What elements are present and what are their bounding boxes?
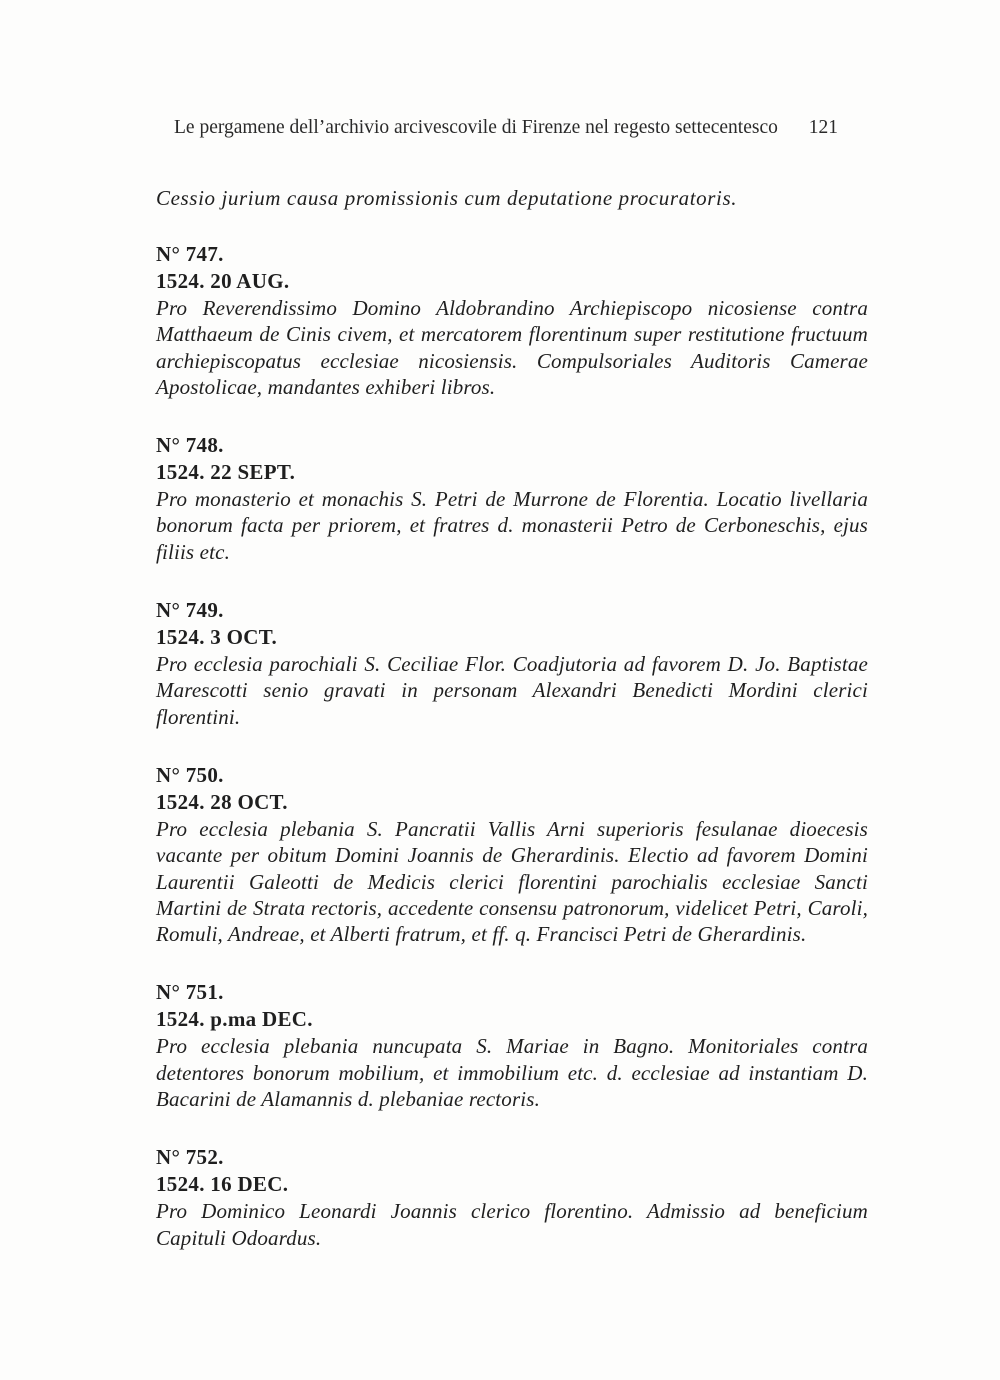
entry-date: 1524. 3 OCT. [156,625,278,650]
entry-text: Pro ecclesia parochiali S. Ceciliae Flor. Coadjutoria ad favorem D. Jo. Baptistae Marescotti senio gravati in personam Alexandri Benedicti Mordini clerici florentini. [156,652,868,729]
page-number: 121 [808,117,838,138]
register-entry [156,979,868,1112]
entry-number: N° 751. [156,980,224,1005]
entry-text: Pro Reverendissimo Domino Aldobrandino Archiepiscopo nicosiense contra Matthaeum de Cinis civem, et mercatorem florentinum super restitutione fructuum archiepiscopatus ecclesiae nicosiensis. Compulsoriales Auditoris Camerae Apostolicae, mandantes exhiberi libros. [156,296,868,399]
entry-number: N° 749. [156,598,224,623]
register-entry [156,1144,868,1251]
entry-number: N° 752. [156,1145,224,1170]
entry-date: 1524. p.ma DEC. [156,1007,313,1032]
entry-date: 1524. 20 AUG. [156,269,290,293]
register-entry [156,241,868,400]
entry-number: N° 747. [156,242,224,266]
register-entry [156,597,868,730]
entry-text: Pro ecclesia plebania S. Pancratii Vallis Arni superioris fesulanae dioecesis vacante per obitum Domini Joannis de Gherardinis. Electio ad favorem Domini Laurentii Galeotti de Medicis clerici florentini parochialis ecclesiae Sancti Martini de Strata rectoris, accedente consensu patronorum, videlicet Petri, Caroli, Romuli, Andreae, et Alberti fratrum, et ff. q. Francisci Petri de Gherardinis. [156,816,868,947]
page-body [156,185,868,1283]
running-head-title: Le pergamene dell’archivio arcivescovile di Firenze nel regesto settecentesco [174,117,778,138]
entry-date: 1524. 22 SEPT. [156,460,296,485]
register-entry [156,762,868,947]
entry-date: 1524. 16 DEC. [156,1172,289,1197]
entry-text: Pro monasterio et monachis S. Petri de Murrone de Florentia. Locatio livellaria bonorum facta per priorem, et fratres d. monasterii Petro de Cerboneschis, ejus filiis etc. [156,487,868,564]
entry-number: N° 750. [156,762,224,787]
entry-text: Pro Dominico Leonardi Joannis clerico florentino. Admissio ad beneficium Capituli Odoardus. [156,1199,868,1250]
entry-number: N° 748. [156,433,224,458]
running-head [174,117,838,139]
continued-entry-text: Cessio jurium causa promissionis cum deputatione procuratoris. [156,186,738,210]
entry-text: Pro ecclesia plebania nuncupata S. Mariae in Bagno. Monitoriales contra detentores bonorum mobilium, et immobilium etc. d. ecclesiae ad instantiam D. Bacarini de Alamannis d. plebaniae rectoris. [156,1034,868,1112]
register-entry [156,432,868,565]
entry-date: 1524. 28 OCT. [156,789,288,814]
